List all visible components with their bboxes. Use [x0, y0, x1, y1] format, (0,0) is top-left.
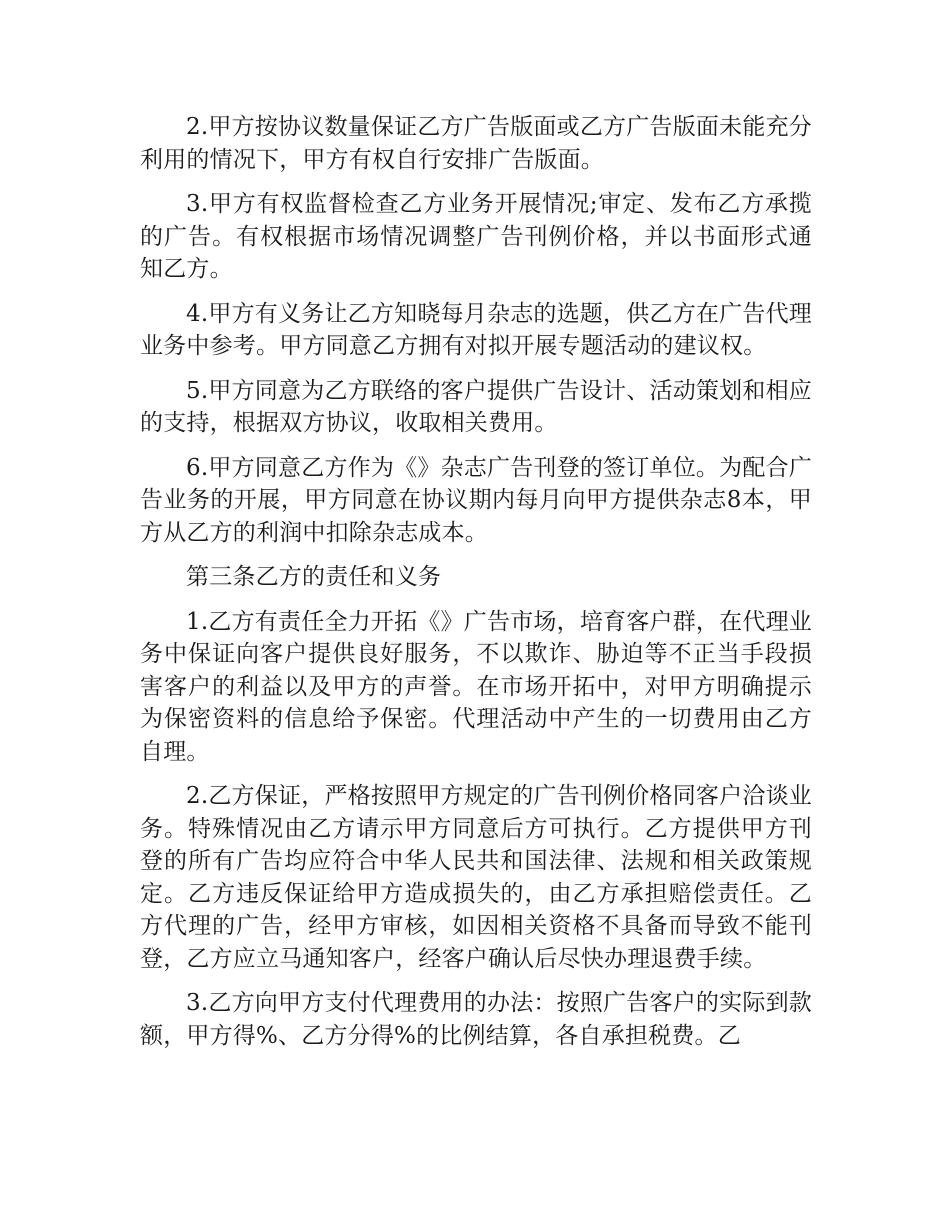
- paragraph-3: 3.甲方有权监督检查乙方业务开展情况;审定、发布乙方承揽的广告。有权根据市场情况调整广告刊例价格，并以书面形式通知乙方。: [140, 191, 812, 282]
- paragraph-4: 4.甲方有义务让乙方知晓每月杂志的选题，供乙方在广告代理业务中参考。甲方同意乙方拥有对拟开展专题活动的建议权。: [140, 300, 812, 359]
- section-heading: 第三条乙方的责任和义务: [186, 564, 442, 590]
- section3-paragraph-2: 2.乙方保证，严格按照甲方规定的广告刊例价格同客户洽谈业务。特殊情况由乙方请示甲方同意后方可执行。乙方提供甲方刊登的所有广告均应符合中华人民共和国法律、法规和相关政策规定。乙方违反保证给甲方造成损失的，由乙方承担赔偿责任。乙方代理的广告，经甲方审核，如因相关资格不具备而导致不能刊登，乙方应立马通知客户，经客户确认后尽快办理退费手续。: [140, 783, 812, 972]
- paragraph-2: 2.甲方按协议数量保证乙方广告版面或乙方广告版面未能充分利用的情况下，甲方有权自行安排广告版面。: [140, 114, 812, 173]
- section3-paragraph-1: 1.乙方有责任全力开拓《》广告市场，培育客户群，在代理业务中保证向客户提供良好服务，不以欺诈、胁迫等不正当手段损害客户的利益以及甲方的声誉。在市场开拓中，对甲方明确提示为保密资料的信息给予保密。代理活动中产生的一切费用由乙方自理。: [140, 608, 812, 765]
- paragraph-6: 6.甲方同意乙方作为《》杂志广告刊登的签订单位。为配合广告业务的开展，甲方同意在协议期内每月向甲方提供杂志8本，甲方从乙方的利润中扣除杂志成本。: [140, 454, 812, 546]
- section3-paragraph-3: 3.乙方向甲方支付代理费用的办法：按照广告客户的实际到款额，甲方得%、乙方分得%的比例结算，各自承担税费。乙: [140, 990, 812, 1049]
- paragraph-5: 5.甲方同意为乙方联络的客户提供广告设计、活动策划和相应的支持，根据双方协议，收取相关费用。: [140, 377, 812, 436]
- document-page: [140, 111, 812, 1064]
